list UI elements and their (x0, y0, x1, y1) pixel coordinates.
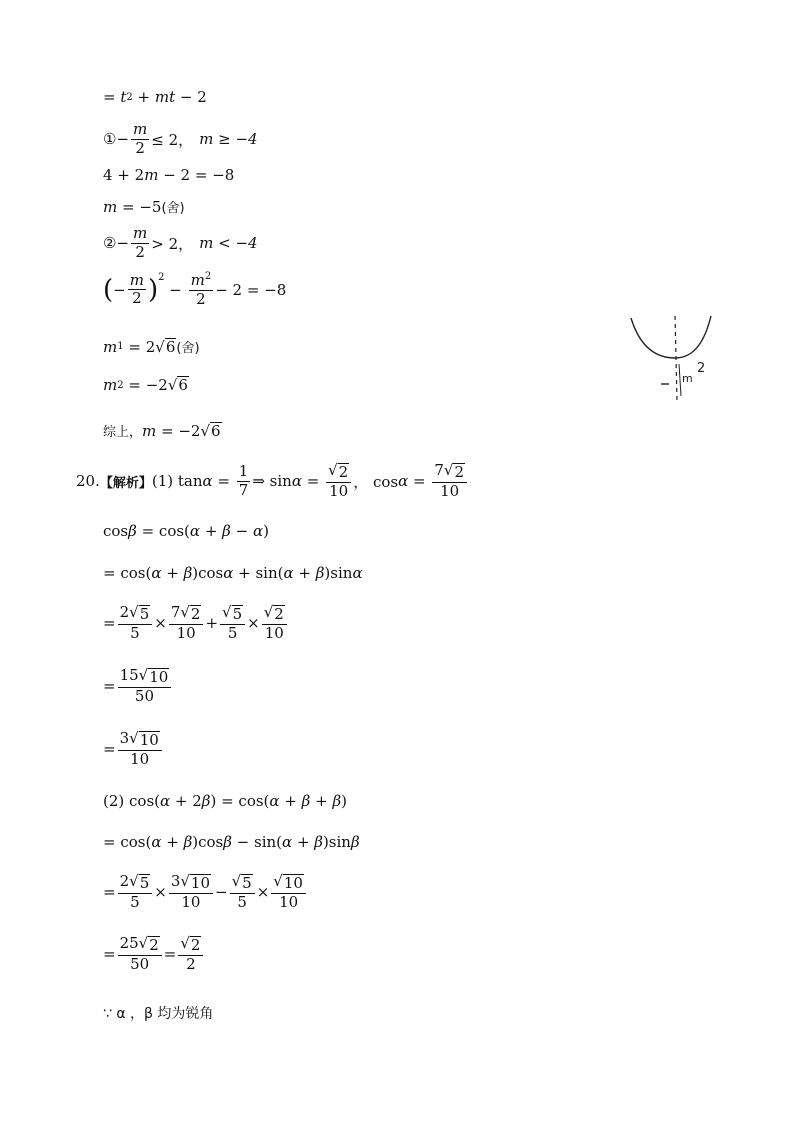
line-m1: m 1 = 2 √ 6 (舍) (103, 337, 200, 356)
line-m2: m 2 = −2 √ 6 (103, 376, 188, 394)
line-result-1a: = 15 √ 10 50 (103, 668, 173, 704)
line-acute-angles: ∵ α ，β 均为锐角 (103, 1006, 214, 1022)
line-substitute-1: = 2 √ 5 5 × 7 √ 2 10 + √ 5 5 × √ 2 10 (103, 605, 289, 641)
svg-text:m: m (682, 372, 693, 385)
line-case-2-condition: ② − $\frac{m}{2}$ > 2， m < −4 (103, 224, 258, 261)
line-case-1-condition: ① − $\frac{m}{2}$ ≤ 2， m ≥ −4 (103, 120, 258, 157)
line-conclusion: 综上， m = −2 √ 6 (103, 421, 221, 440)
line-result-2: = 25 √ 2 50 = √ 2 2 (103, 936, 205, 972)
problem-20-header: 20. 【解析】 (1) tan α = $\frac{1}{7}$ ⇒ sin α = √ 2 10 ， cos α = 7 √ 2 10 (76, 463, 469, 499)
line-equation-2: ( − $\frac{m}{2}$ ) $^2$ − $\frac{m^2}{2}$ − 2 = −8 (103, 270, 287, 308)
line-expand-2: = cos( α + β )cos β − sin( α + β )sin β (103, 833, 360, 851)
line-result-1b: = 3 √ 10 10 (103, 731, 164, 767)
line-m-equals-minus5: m = −5 (舍) (103, 197, 185, 216)
line-equation-1: 4 + 2 m − 2 = −8 (103, 166, 235, 184)
fraction-m-over-2: $\frac{m}{2}$ (133, 224, 148, 261)
svg-text:2: 2 (697, 361, 706, 376)
line-expression: = t 2 + mt − 2 (103, 88, 207, 106)
circle-number-1: ① (103, 130, 117, 149)
line-substitute-2: = 2 √ 5 5 × 3 √ 10 10 − √ 5 5 × √ 10 10 (103, 874, 308, 910)
line-expand-1: = cos( α + β )cos α + sin( α + β )sin α (103, 564, 363, 582)
parabola-sketch-icon (625, 310, 720, 405)
fraction-m-over-2: $\frac{m}{2}$ (133, 120, 148, 157)
circle-number-2: ② (103, 234, 117, 253)
line-part-2: (2) cos( α + 2 β ) = cos( α + β + β ) (103, 792, 347, 810)
line-cos-beta: cos β = cos( α + β − α ) (103, 522, 269, 540)
